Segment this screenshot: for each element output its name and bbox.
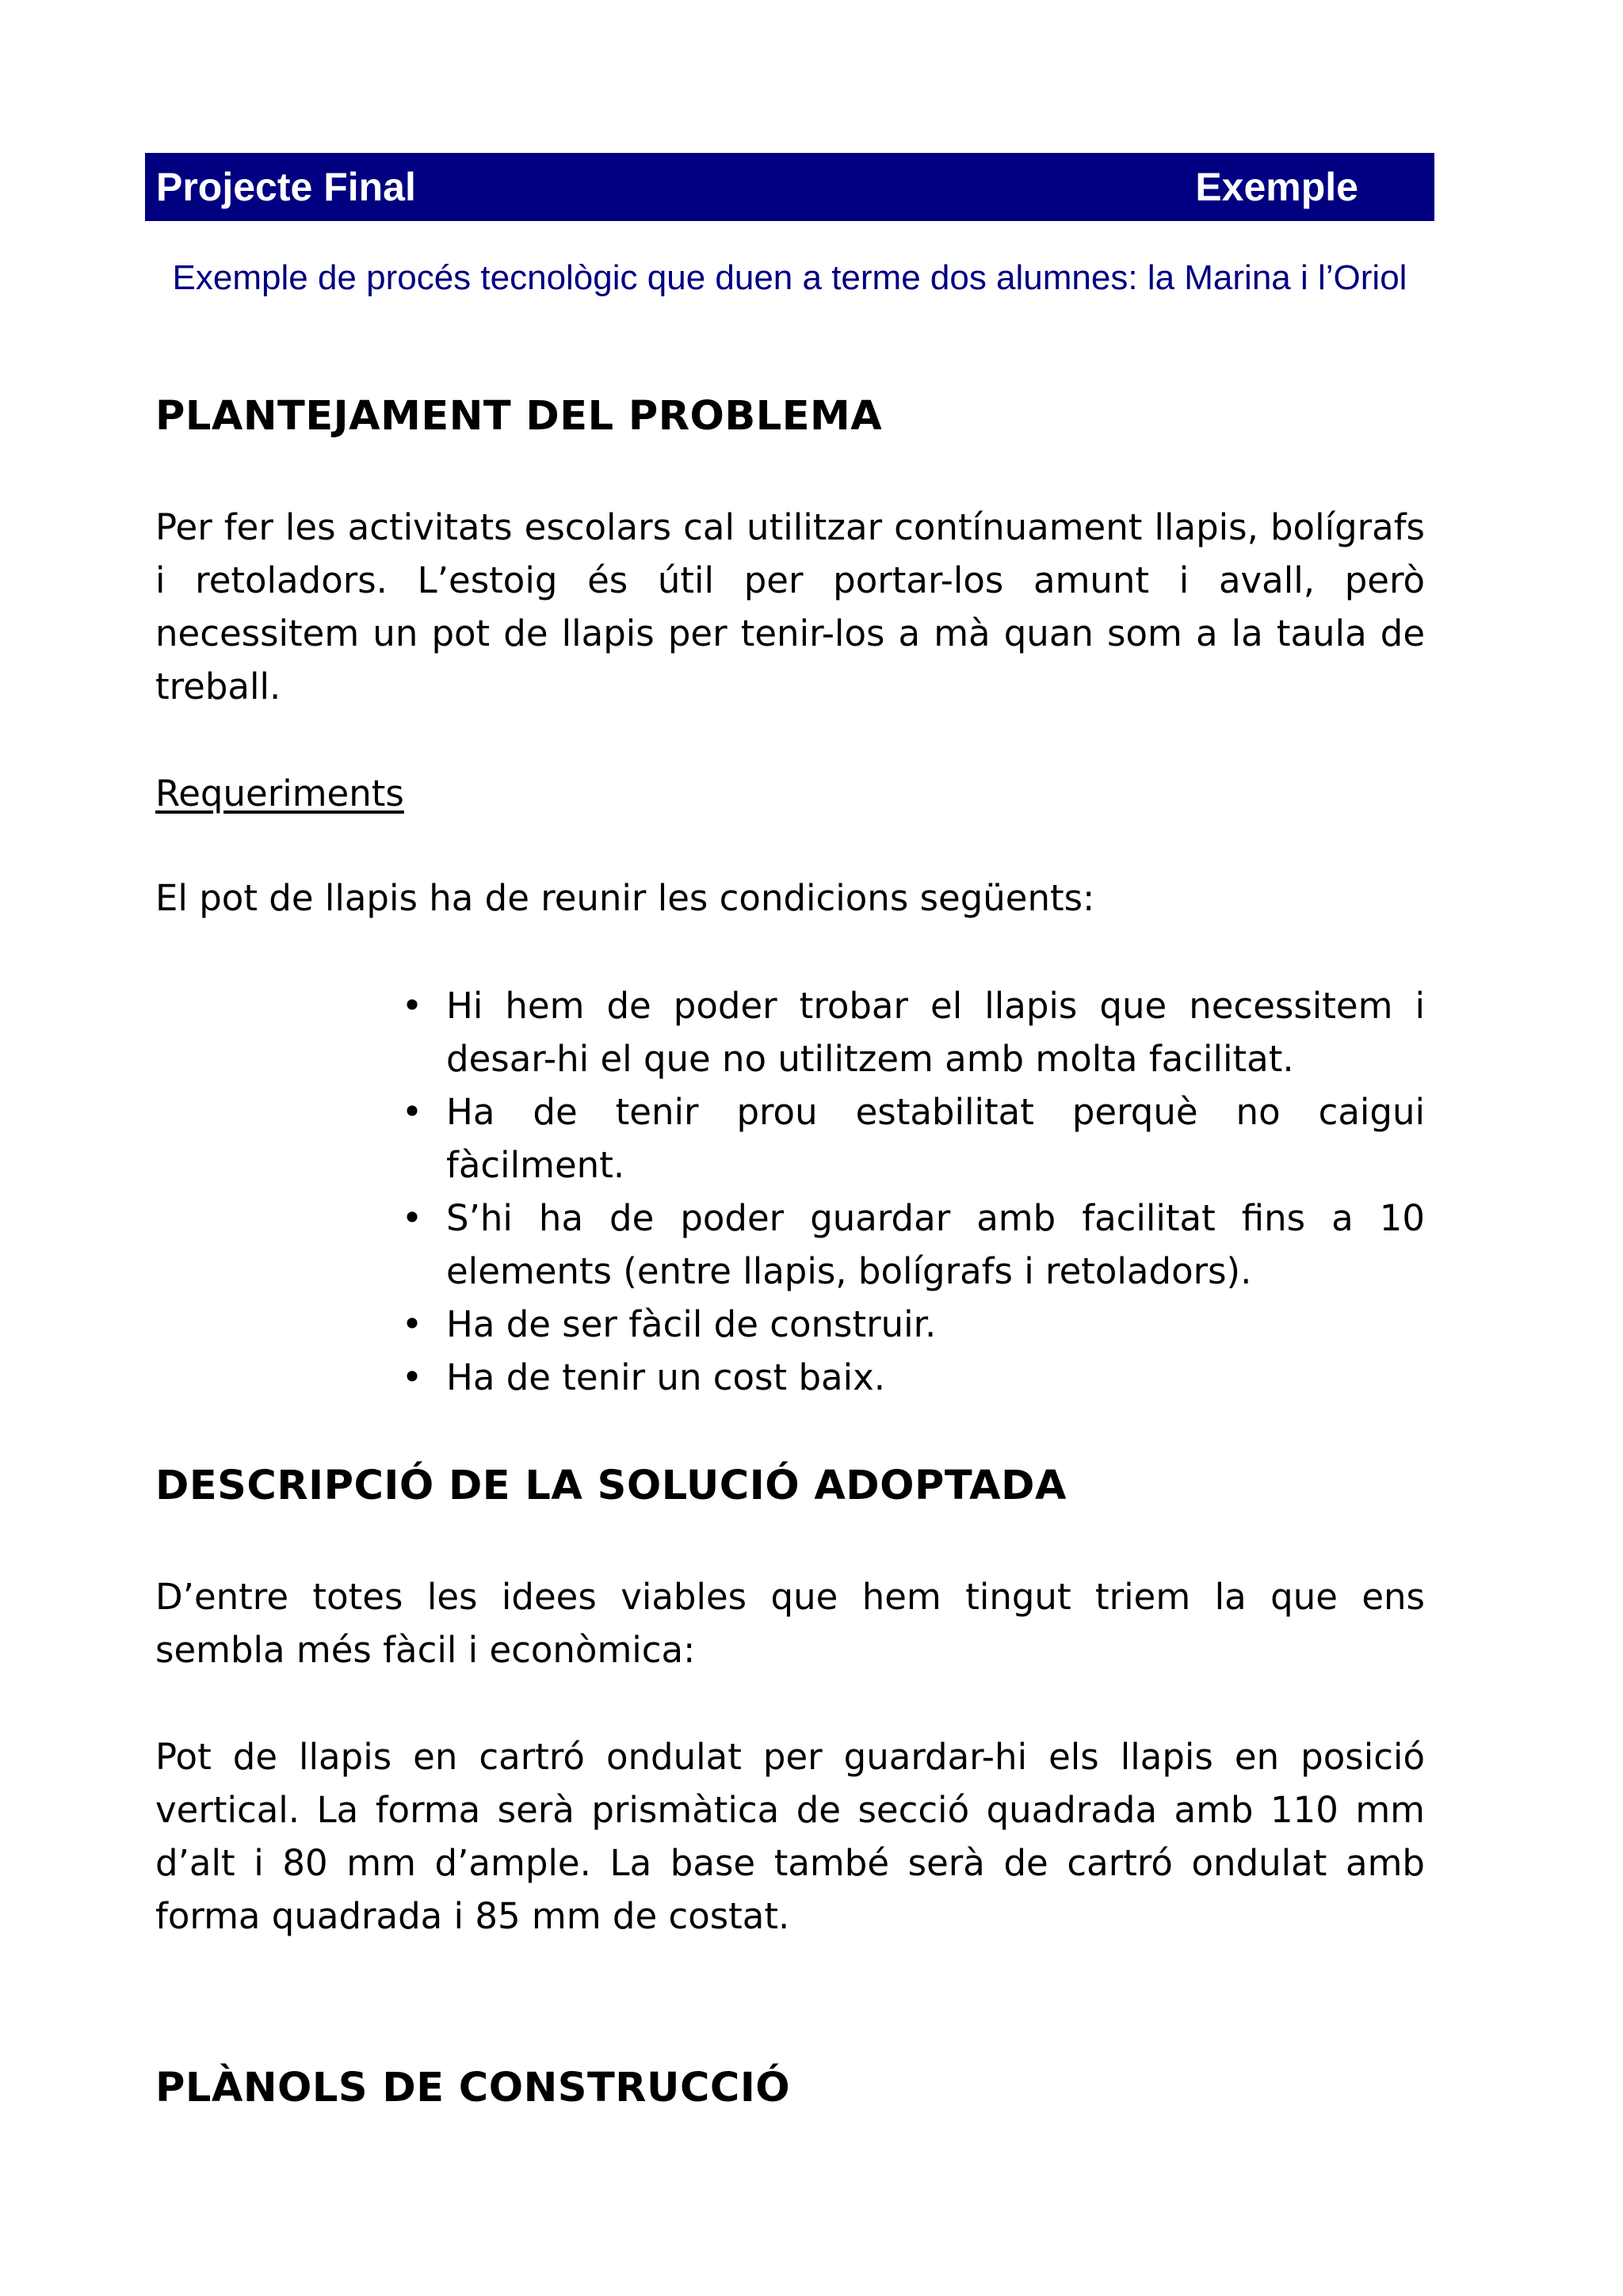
requirement-text: Ha de tenir prou estabilitat perquè no caigui fàcilment. <box>446 1091 1425 1186</box>
document-header-bar <box>145 153 1434 221</box>
solution-paragraph-2: Pot de llapis en cartró ondulat per guardar-hi els llapis en posició vertical. La forma serà prismàtica de secció quadrada amb 110 mm d’alt i 80 mm d’ample. La base també serà de cartró ondulat amb forma quadrada i 85 mm de costat. <box>155 1736 1425 1937</box>
bullet-icon: • <box>401 1091 423 1133</box>
bullet-icon: • <box>401 1303 423 1345</box>
requirements-list <box>401 979 1425 1404</box>
header-title-left: Projecte Final <box>156 165 416 209</box>
bullet-icon: • <box>401 1197 423 1239</box>
requirement-text: S’hi ha de poder guardar amb facilitat fins a 10 elements (entre llapis, bolígrafs i retoladors). <box>446 1197 1425 1292</box>
solution-paragraph-1: D’entre totes les idees viables que hem tingut triem la que ens sembla més fàcil i econòmica: <box>155 1576 1425 1671</box>
document-subtitle: Exemple de procés tecnològic que duen a terme dos alumnes: la Marina i l’Oriol <box>172 258 1407 297</box>
requirement-text: Ha de tenir un cost baix. <box>446 1356 886 1398</box>
requirements-label: Requeriments <box>155 772 404 814</box>
problem-paragraph: Per fer les activitats escolars cal utilitzar contínuament llapis, bolígrafs i retoladors. L’estoig és útil per portar-los amunt i avall, però necessitem un pot de llapis per tenir-los a mà quan som a la taula de treball. <box>155 506 1425 707</box>
requirement-item <box>401 979 1425 1085</box>
header-title-right: Exemple <box>1195 165 1358 209</box>
heading-plans: PLÀNOLS DE CONSTRUCCIÓ <box>155 2065 791 2111</box>
requirement-text: Ha de ser fàcil de construir. <box>446 1303 937 1345</box>
requirements-intro: El pot de llapis ha de reunir les condicions següents: <box>155 877 1095 919</box>
heading-solution: DESCRIPCIÓ DE LA SOLUCIÓ ADOPTADA <box>155 1463 1067 1509</box>
heading-problem: PLANTEJAMENT DEL PROBLEMA <box>155 393 883 440</box>
bullet-icon: • <box>401 1356 423 1398</box>
requirement-item <box>401 1192 1425 1298</box>
requirement-item <box>401 1085 1425 1192</box>
requirement-text: Hi hem de poder trobar el llapis que necessitem i desar-hi el que no utilitzem amb molta facilitat. <box>446 985 1425 1080</box>
bullet-icon: • <box>401 985 423 1027</box>
requirement-item <box>401 1298 1425 1351</box>
requirement-item <box>401 1351 1425 1404</box>
